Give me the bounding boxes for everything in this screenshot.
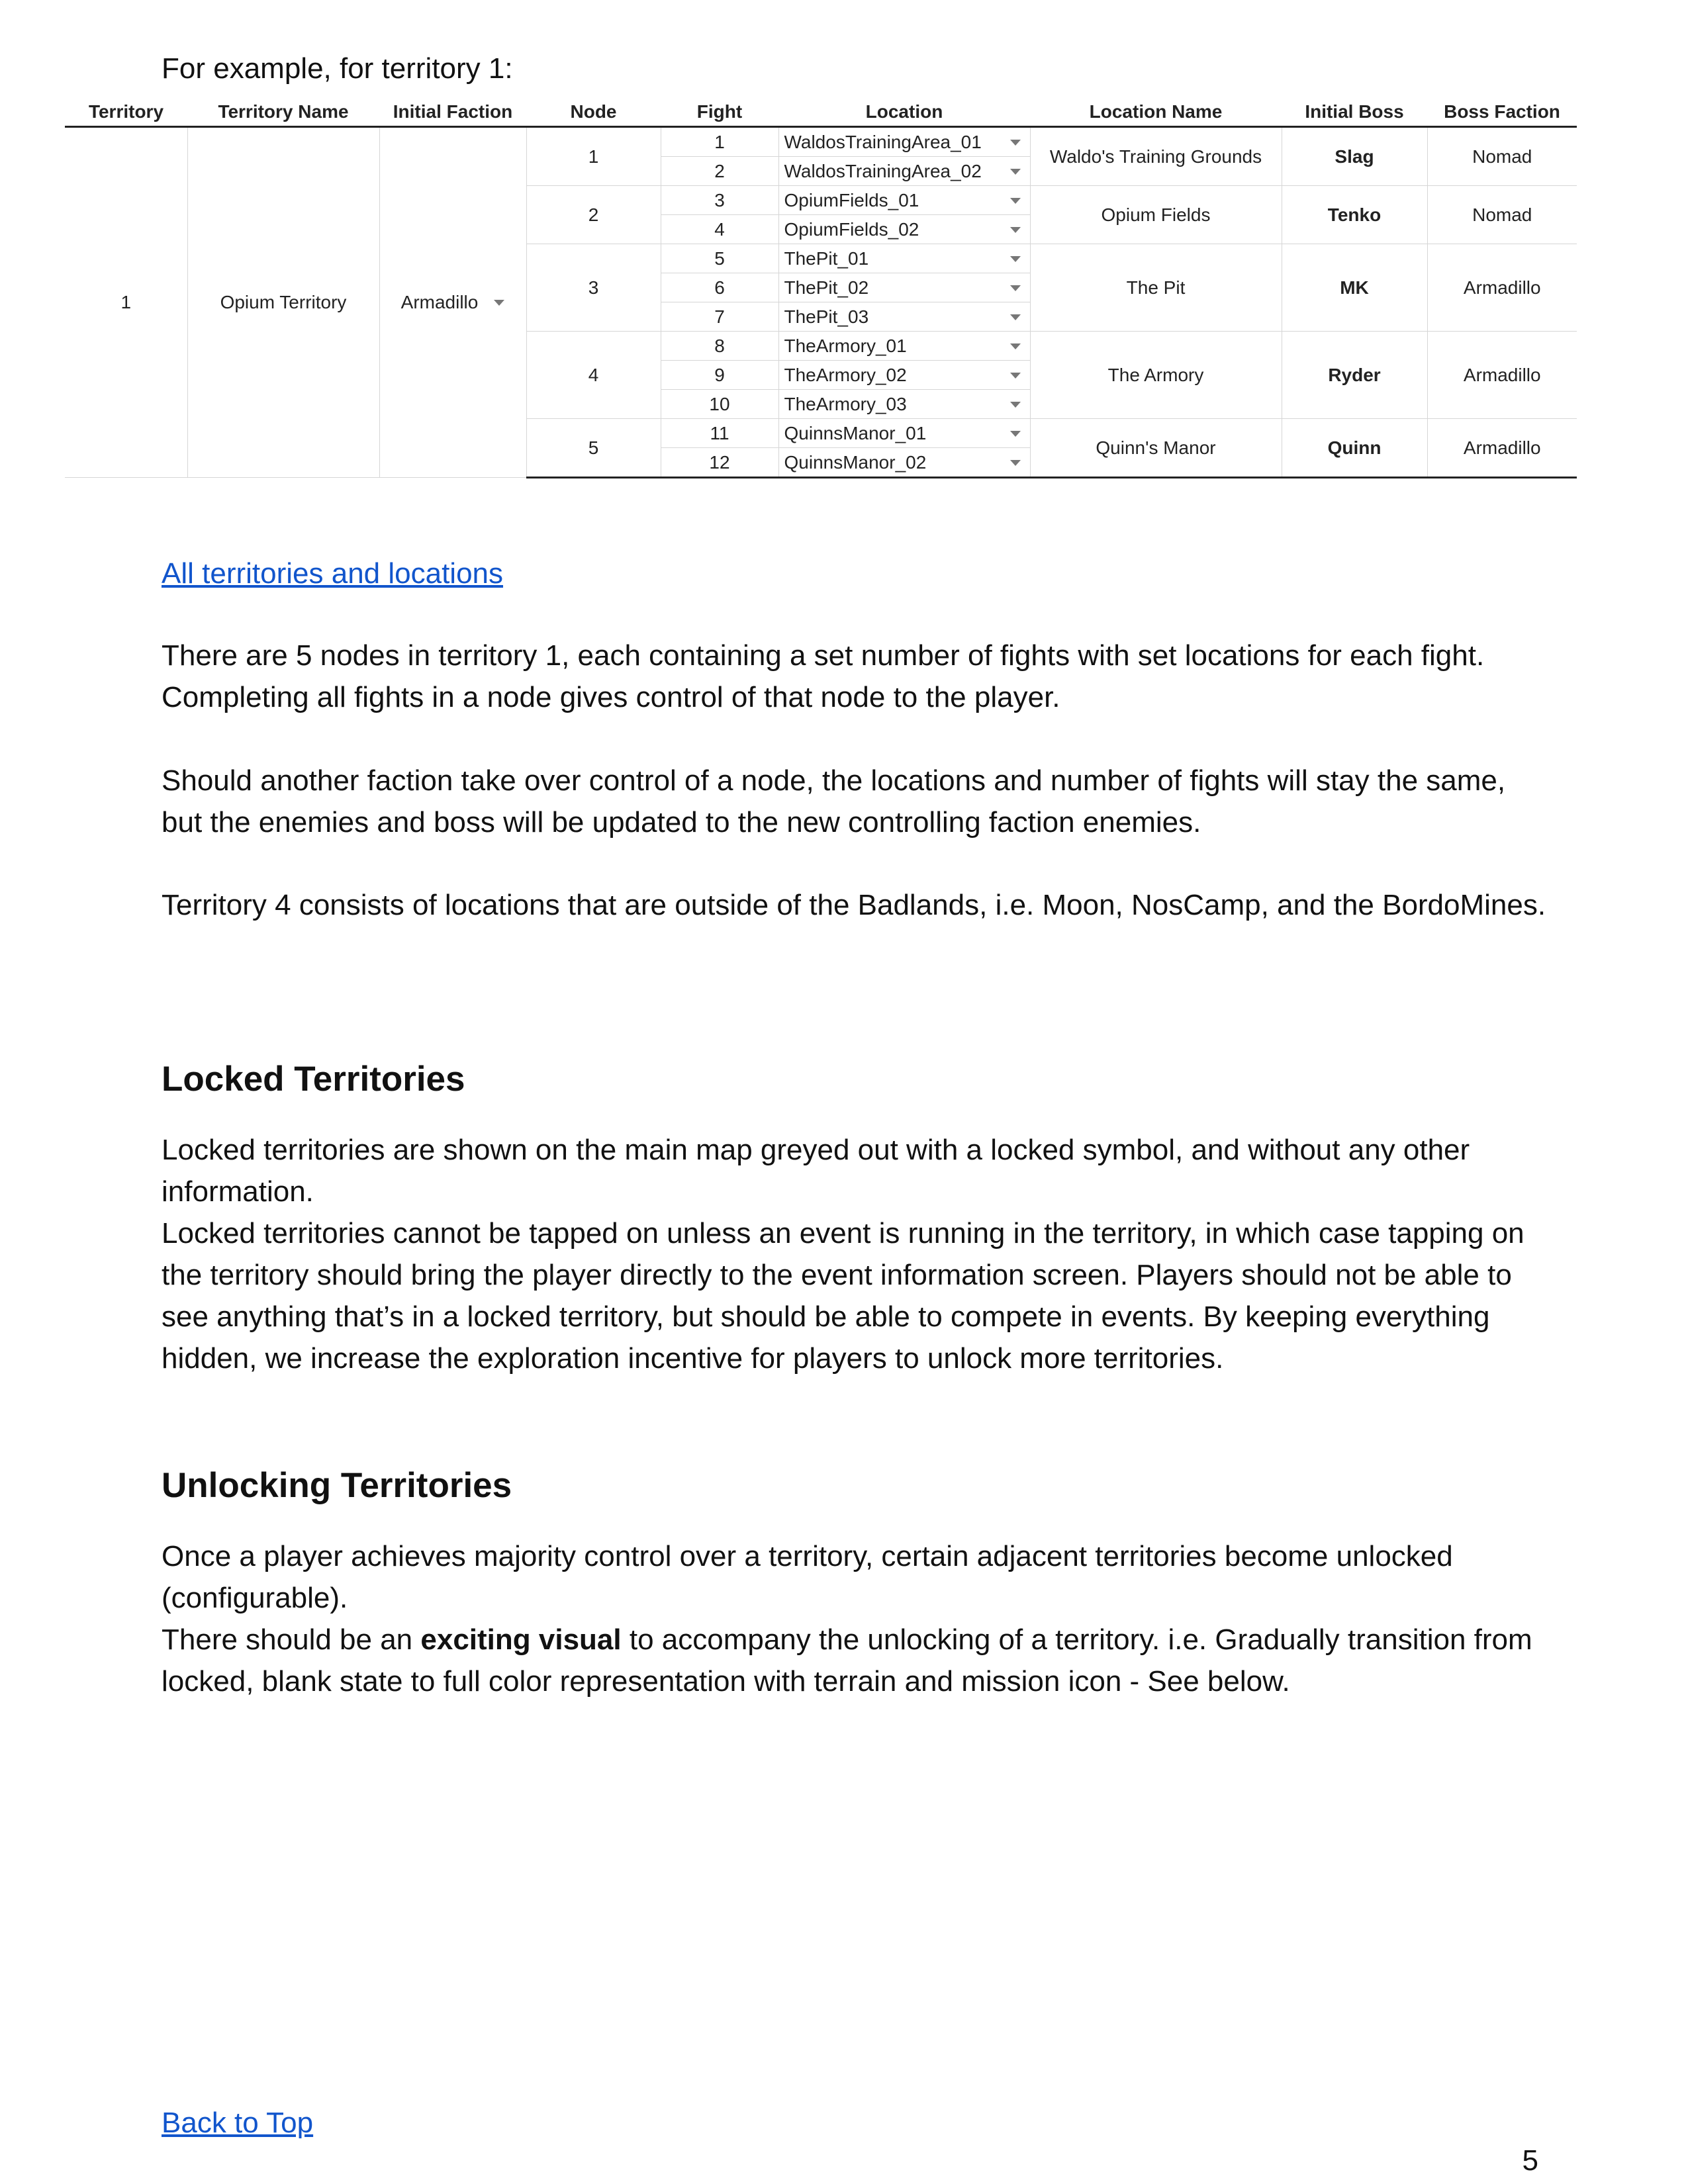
cell-territory: 1 — [65, 127, 187, 478]
cell-location-dropdown[interactable] — [778, 127, 1030, 157]
cell-territory-name: Opium Territory — [187, 127, 379, 478]
location-value: OpiumFields_01 — [784, 189, 919, 210]
header-location: Location — [778, 98, 1030, 127]
header-fight: Fight — [661, 98, 778, 127]
cell-initial-boss: Tenko — [1282, 186, 1427, 244]
unlocking-paragraph-1: Once a player achieves majority control over a territory, certain adjacent territories become unlocked (configurable). — [162, 1540, 1453, 1614]
all-territories-paragraph — [162, 553, 1552, 594]
dropdown-arrow-icon[interactable] — [1010, 402, 1021, 408]
cell-initial-boss: MK — [1282, 244, 1427, 332]
cell-boss-faction: Armadillo — [1427, 332, 1577, 419]
dropdown-arrow-icon[interactable] — [1010, 198, 1021, 204]
header-initial-boss: Initial Boss — [1282, 98, 1427, 127]
cell-location-dropdown[interactable] — [778, 215, 1030, 244]
header-territory-name: Territory Name — [187, 98, 379, 127]
page-number: 5 — [1522, 2144, 1538, 2177]
dropdown-arrow-icon[interactable] — [1010, 227, 1021, 233]
cell-fight: 2 — [661, 157, 778, 186]
location-value: OpiumFields_02 — [784, 218, 919, 240]
unlocking-paragraph-2 — [162, 1619, 1552, 1702]
cell-fight: 1 — [661, 127, 778, 157]
intro-text: For example, for territory 1: — [162, 52, 513, 85]
location-value: ThePit_02 — [784, 277, 869, 298]
unlocking-text-before: There should be an — [162, 1623, 421, 1656]
location-value: WaldosTrainingArea_01 — [784, 131, 982, 152]
territory-table — [65, 98, 1577, 478]
cell-location-name: Opium Fields — [1030, 186, 1282, 244]
cell-location-name: Quinn's Manor — [1030, 419, 1282, 478]
unlocking-heading: Unlocking Territories — [162, 1466, 512, 1505]
header-node: Node — [526, 98, 661, 127]
cell-fight: 6 — [661, 273, 778, 302]
cell-initial-faction[interactable] — [379, 127, 526, 478]
location-value: QuinnsManor_01 — [784, 422, 927, 443]
cell-location-dropdown[interactable] — [778, 390, 1030, 419]
dropdown-arrow-icon[interactable] — [1010, 140, 1021, 146]
dropdown-arrow-icon[interactable] — [1010, 343, 1021, 349]
cell-location-name: The Pit — [1030, 244, 1282, 332]
cell-fight: 11 — [661, 419, 778, 448]
cell-node: 2 — [526, 186, 661, 244]
location-value: TheArmory_02 — [784, 364, 907, 385]
cell-location-dropdown[interactable] — [778, 419, 1030, 448]
location-value: TheArmory_01 — [784, 335, 907, 356]
cell-location-dropdown[interactable] — [778, 157, 1030, 186]
cell-node: 3 — [526, 244, 661, 332]
cell-fight: 4 — [661, 215, 778, 244]
cell-location-name: Waldo's Training Grounds — [1030, 127, 1282, 186]
territory4-paragraph: Territory 4 consists of locations that are outside of the Badlands, i.e. Moon, NosCamp, and the BordoMines. — [162, 889, 1546, 921]
cell-location-dropdown[interactable] — [778, 186, 1030, 215]
cell-boss-faction: Armadillo — [1427, 419, 1577, 478]
location-value: QuinnsManor_02 — [784, 451, 927, 473]
cell-fight: 5 — [661, 244, 778, 273]
faction-value: Armadillo — [400, 292, 479, 312]
faction-paragraph: Should another faction take over control of a node, the locations and number of fights will stay the same, but the enemies and boss will be updated to the new controlling faction enemies. — [162, 764, 1506, 839]
cell-node: 4 — [526, 332, 661, 419]
dropdown-arrow-icon[interactable] — [1010, 256, 1021, 262]
cell-node: 1 — [526, 127, 661, 186]
cell-location-name: The Armory — [1030, 332, 1282, 419]
exciting-visual-emphasis: exciting visual — [420, 1623, 622, 1656]
location-value: TheArmory_03 — [784, 393, 907, 414]
dropdown-arrow-icon[interactable] — [1010, 169, 1021, 175]
faction-dropdown[interactable] — [401, 292, 505, 313]
table-row — [65, 127, 1577, 157]
cell-location-dropdown[interactable] — [778, 244, 1030, 273]
header-location-name: Location Name — [1030, 98, 1282, 127]
dropdown-arrow-icon[interactable] — [1010, 431, 1021, 437]
nodes-paragraph: There are 5 nodes in territory 1, each containing a set number of fights with set locations for each fight. Completing all fights in a node gives control of that node to the player. — [162, 639, 1485, 713]
cell-fight: 3 — [661, 186, 778, 215]
cell-boss-faction: Armadillo — [1427, 244, 1577, 332]
dropdown-arrow-icon[interactable] — [494, 300, 504, 306]
back-to-top-link[interactable]: Back to Top — [162, 2107, 314, 2139]
back-to-top-paragraph — [162, 2102, 1552, 2144]
cell-fight: 10 — [661, 390, 778, 419]
cell-location-dropdown[interactable] — [778, 448, 1030, 478]
cell-location-dropdown[interactable] — [778, 273, 1030, 302]
header-initial-faction: Initial Faction — [379, 98, 526, 127]
location-value: ThePit_03 — [784, 306, 869, 327]
cell-fight: 7 — [661, 302, 778, 332]
header-territory: Territory — [65, 98, 187, 127]
cell-initial-boss: Slag — [1282, 127, 1427, 186]
dropdown-arrow-icon[interactable] — [1010, 373, 1021, 379]
dropdown-arrow-icon[interactable] — [1010, 314, 1021, 320]
location-value: ThePit_01 — [784, 248, 869, 269]
dropdown-arrow-icon[interactable] — [1010, 285, 1021, 291]
header-boss-faction: Boss Faction — [1427, 98, 1577, 127]
cell-fight: 8 — [661, 332, 778, 361]
cell-initial-boss: Quinn — [1282, 419, 1427, 478]
cell-boss-faction: Nomad — [1427, 127, 1577, 186]
unlocking-text-after: to accompany the unlocking of a territory. i.e. Gradually transition from locked, blank state to full color representation with terrain and mission icon - See below. — [162, 1623, 1532, 1698]
table-header-row — [65, 98, 1577, 127]
cell-node: 5 — [526, 419, 661, 478]
cell-location-dropdown[interactable] — [778, 332, 1030, 361]
all-territories-link[interactable]: All territories and locations — [162, 557, 504, 590]
cell-initial-boss: Ryder — [1282, 332, 1427, 419]
location-value: WaldosTrainingArea_02 — [784, 160, 982, 181]
cell-fight: 9 — [661, 361, 778, 390]
dropdown-arrow-icon[interactable] — [1010, 460, 1021, 466]
locked-heading: Locked Territories — [162, 1060, 465, 1099]
cell-boss-faction: Nomad — [1427, 186, 1577, 244]
cell-fight: 12 — [661, 448, 778, 478]
locked-paragraph-2: Locked territories cannot be tapped on unless an event is running in the territory, in which case tapping on the territory should bring the player directly to the event information screen. Players should not be able to see anything that’s in a locked territory, but should be able to compete in events. By keeping everything hidden, we increase the exploration incentive for players to unlock more territories. — [162, 1217, 1524, 1375]
cell-location-dropdown[interactable] — [778, 361, 1030, 390]
cell-location-dropdown[interactable] — [778, 302, 1030, 332]
locked-paragraph-1: Locked territories are shown on the main map greyed out with a locked symbol, and without any other information. — [162, 1134, 1470, 1208]
